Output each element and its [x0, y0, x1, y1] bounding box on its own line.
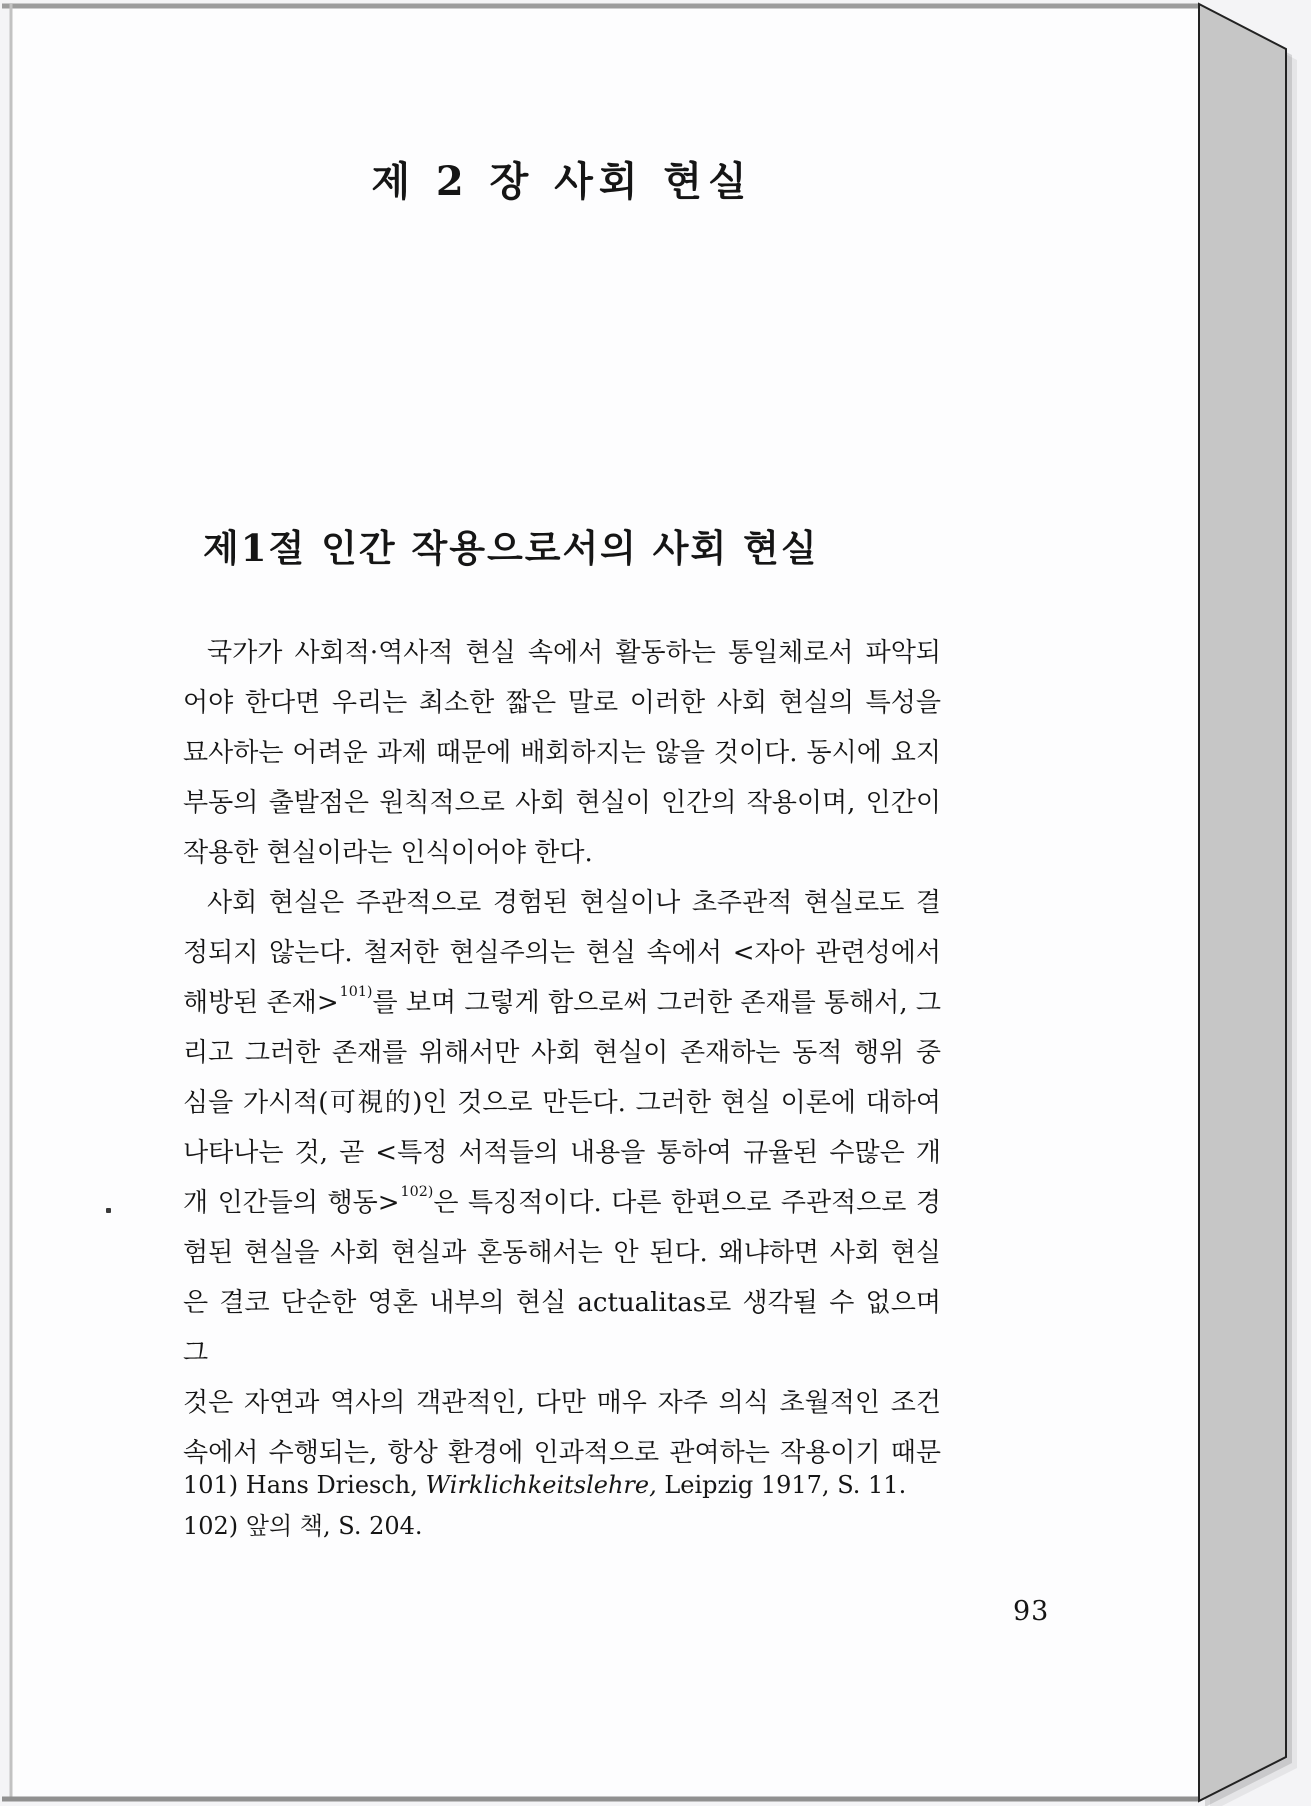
page-number: 93 — [1013, 1596, 1050, 1627]
body-line: 국가가 사회적·역사적 현실 속에서 활동하는 통일체로서 파악되 — [207, 638, 941, 668]
body-paragraph — [183, 628, 941, 878]
body-line: 은 결코 단순한 영혼 내부의 현실 actualitas로 생각될 수 없으며 그 — [183, 1288, 941, 1368]
book-fore-edge — [1199, 4, 1286, 1801]
body-line: 험된 현실을 사회 현실과 혼동해서는 안 된다. 왜냐하면 사회 현실 — [183, 1238, 941, 1268]
body-line: 어야 한다면 우리는 최소한 짧은 말로 이러한 사회 현실의 특성을 — [183, 688, 941, 718]
body-line: 해방된 존재>$^{101)}$를 보며 그렇게 함으로써 그러한 존재를 통해서, 그 — [183, 984, 941, 1018]
chapter-title: 제 2 장 사회 현실 — [371, 158, 753, 205]
body-line: 사회 현실은 주관적으로 경험된 현실이나 초주관적 현실로도 결 — [207, 888, 941, 918]
body-line: 나타나는 것, 곧 <특정 서적들의 내용을 통하여 규율된 수많은 개 — [183, 1138, 941, 1168]
body-text — [183, 628, 941, 1478]
body-line: 개 인간들의 행동>$^{102)}$은 특징적이다. 다른 한편으로 주관적으로 경 — [183, 1184, 941, 1218]
footnote-item: 101) Hans Driesch, Wirklichkeitslehre, Leipzig 1917, S. 11. — [183, 1471, 907, 1499]
body-line: 것은 자연과 역사의 객관적인, 다만 매우 자주 의식 초월적인 조건 — [183, 1388, 941, 1418]
body-line: 속에서 수행되는, 항상 환경에 인과적으로 관여하는 작용이기 때문 — [183, 1438, 941, 1468]
footnotes — [183, 1465, 953, 1547]
body-line: 작용한 현실이라는 인식이어야 한다. — [183, 838, 593, 868]
body-paragraph — [183, 878, 941, 1478]
section-title: 제1절 인간 작용으로서의 사회 현실 — [203, 526, 819, 570]
body-line: 리고 그러한 존재를 위해서만 사회 현실이 존재하는 동적 행위 중 — [183, 1038, 941, 1068]
body-line: 심을 가시적(可視的)인 것으로 만든다. 그러한 현실 이론에 대하여 — [183, 1088, 941, 1118]
body-line: 묘사하는 어려운 과제 때문에 배회하지는 않을 것이다. 동시에 요지 — [183, 738, 941, 768]
footnote-item: 102) 앞의 책, S. 204. — [183, 1512, 423, 1540]
body-line: 정되지 않는다. 철저한 현실주의는 현실 속에서 <자아 관련성에서 — [183, 938, 941, 968]
body-line: 부동의 출발점은 원칙적으로 사회 현실이 인간의 작용이며, 인간이 — [183, 788, 941, 818]
